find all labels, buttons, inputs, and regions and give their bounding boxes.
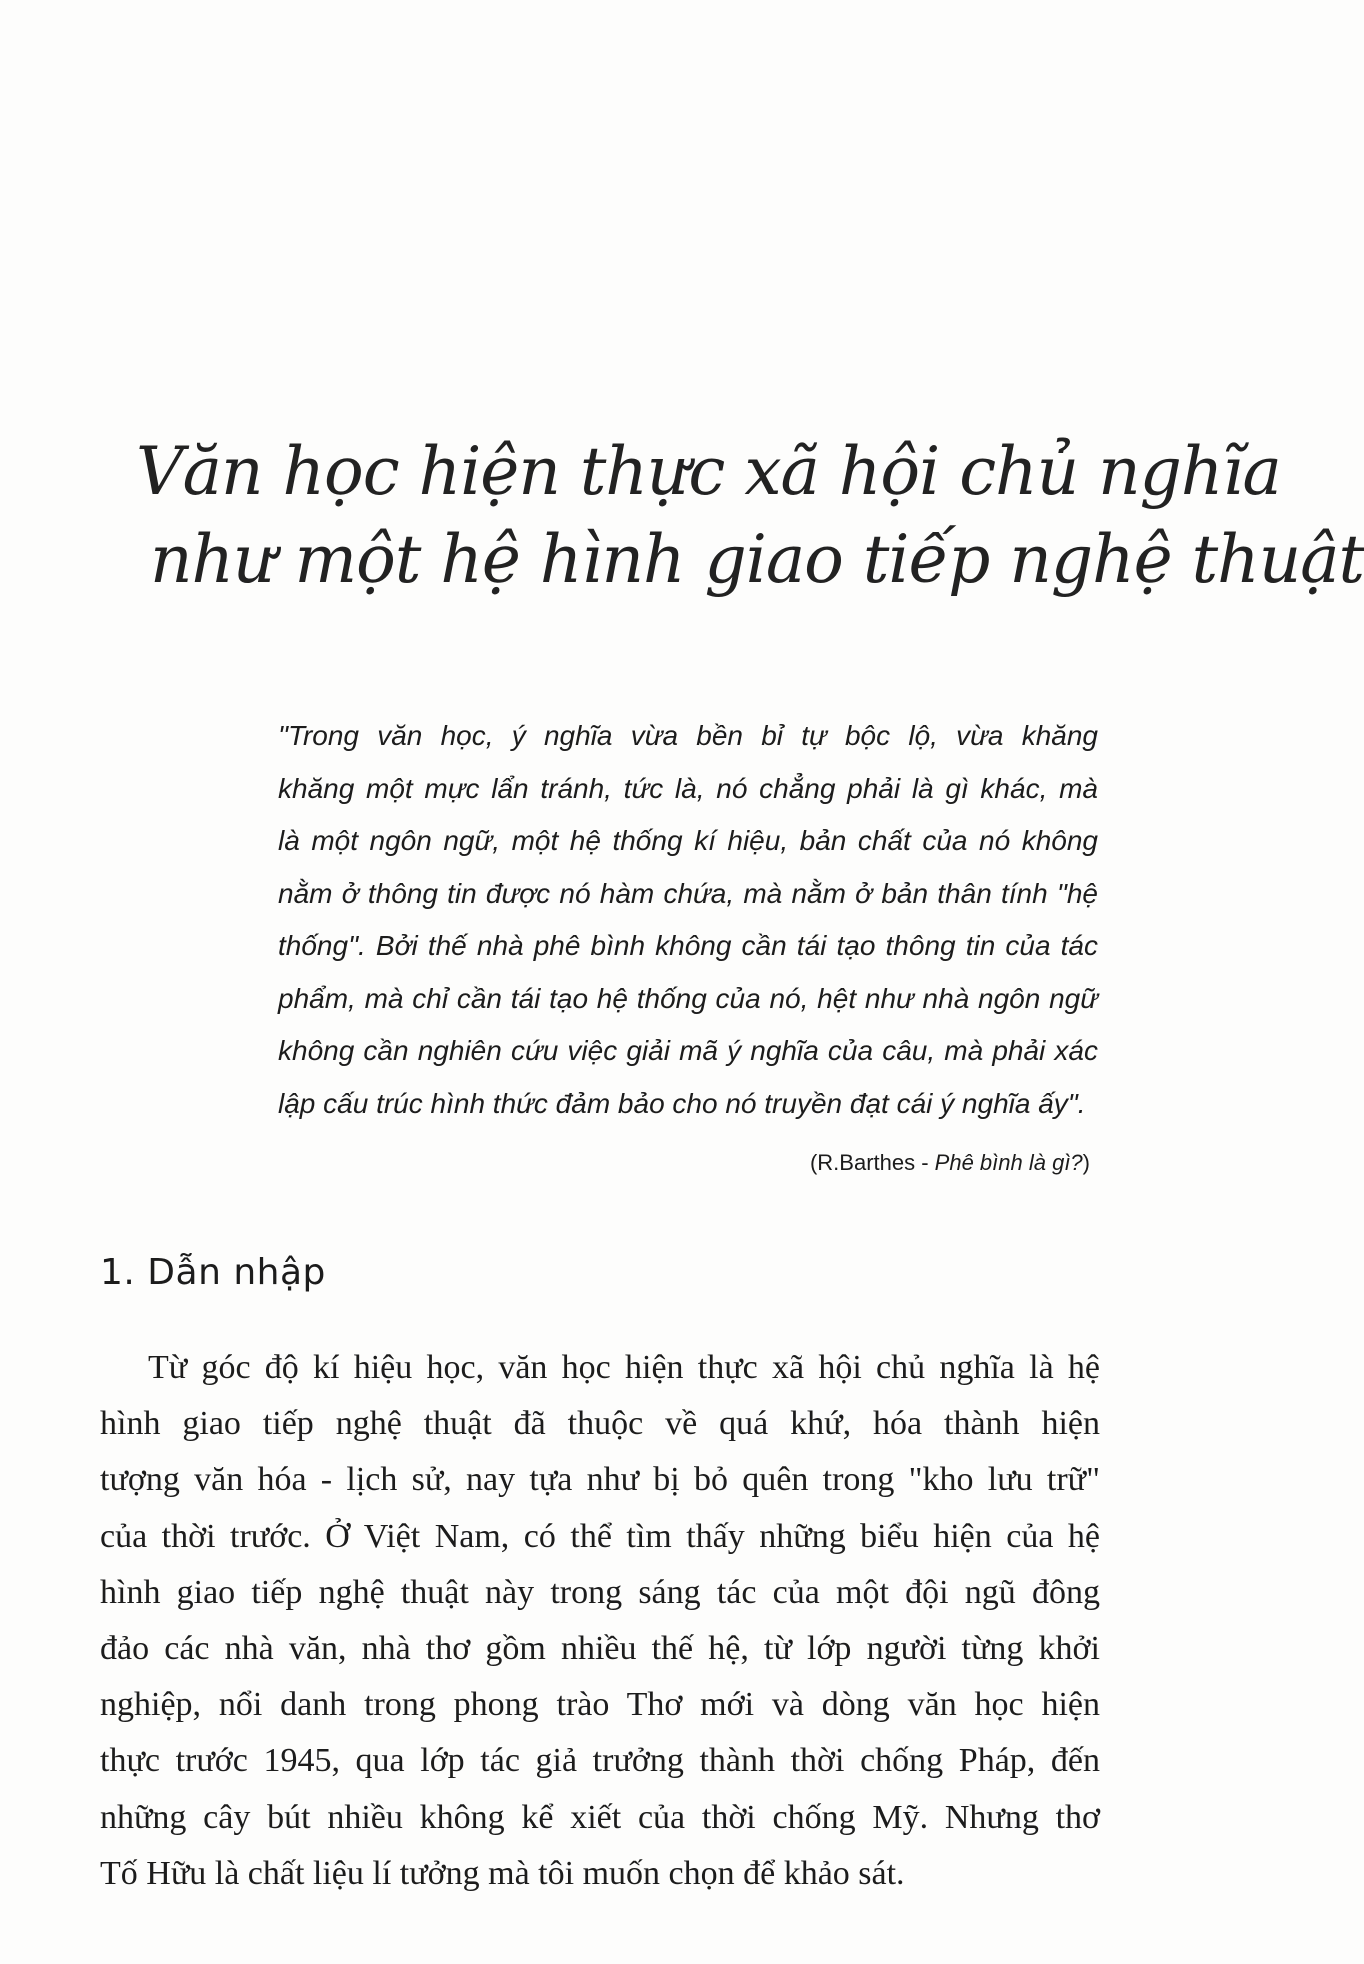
body-line: hình giao tiếp nghệ thuật này trong sáng tác của một đội ngũ đông xyxy=(100,1573,1100,1611)
body-line: tượng văn hóa - lịch sử, nay tựa như bị bỏ quên trong "kho lưu trữ" xyxy=(100,1461,1100,1499)
body-line: hình giao tiếp nghệ thuật đã thuộc về quá khứ, hóa thành hiện xyxy=(100,1405,1100,1443)
body-line: của thời trước. Ở Việt Nam, có thể tìm thấy những biểu hiện của hệ xyxy=(100,1517,1100,1555)
body-line: nghiệp, nổi danh trong phong trào Thơ mới và dòng văn học hiện xyxy=(100,1686,1100,1724)
epigraph-line: khăng một mực lẩn tránh, tức là, nó chẳng phải là gì khác, mà xyxy=(278,772,1098,804)
section-heading: 1. Dẫn nhập xyxy=(100,1252,326,1293)
chapter-title-line-2: như một hệ hình giao tiếp nghệ thuật xyxy=(150,521,1364,598)
epigraph-line: phẩm, mà chỉ cần tái tạo hệ thống của nó, hệt như nhà ngôn ngữ xyxy=(278,982,1098,1014)
body-line: đảo các nhà văn, nhà thơ gồm nhiều thế hệ, từ lớp người từng khởi xyxy=(100,1630,1100,1668)
epigraph-line: không cần nghiên cứu việc giải mã ý nghĩa của câu, mà phải xác xyxy=(278,1035,1098,1066)
body-paragraph xyxy=(100,1340,1100,1902)
chapter-title-line-1: Văn học hiện thực xã hội chủ nghĩa xyxy=(136,433,1281,510)
epigraph-line: nằm ở thông tin được nó hàm chứa, mà nằm ở bản thân tính "hệ xyxy=(278,877,1098,909)
body-line: những cây bút nhiều không kể xiết của thời chống Mỹ. Nhưng thơ xyxy=(100,1798,1100,1836)
citation-author: (R.Barthes - xyxy=(809,1150,935,1175)
citation-work: Phê bình là gì? xyxy=(934,1150,1083,1175)
epigraph-line: thống". Bởi thế nhà phê bình không cần tái tạo thông tin của tác xyxy=(278,930,1098,961)
chapter-title xyxy=(136,428,1364,604)
body-line: Tố Hữu là chất liệu lí tưởng mà tôi muốn chọn để khảo sát. xyxy=(100,1854,905,1892)
epigraph-quote xyxy=(278,710,1098,1130)
body-line: thực trước 1945, qua lớp tác giả trưởng thành thời chống Pháp, đến xyxy=(100,1742,1100,1780)
epigraph-line: lập cấu trúc hình thức đảm bảo cho nó truyền đạt cái ý nghĩa ấy". xyxy=(278,1087,1086,1119)
citation-close: ) xyxy=(1082,1150,1090,1175)
epigraph-citation xyxy=(810,1150,1090,1176)
epigraph-line: "Trong văn học, ý nghĩa vừa bền bỉ tự bộc lộ, vừa khăng xyxy=(278,720,1098,751)
body-line: Từ góc độ kí hiệu học, văn học hiện thực xã hội chủ nghĩa là hệ xyxy=(148,1349,1100,1386)
epigraph-line: là một ngôn ngữ, một hệ thống kí hiệu, bản chất của nó không xyxy=(278,825,1098,856)
